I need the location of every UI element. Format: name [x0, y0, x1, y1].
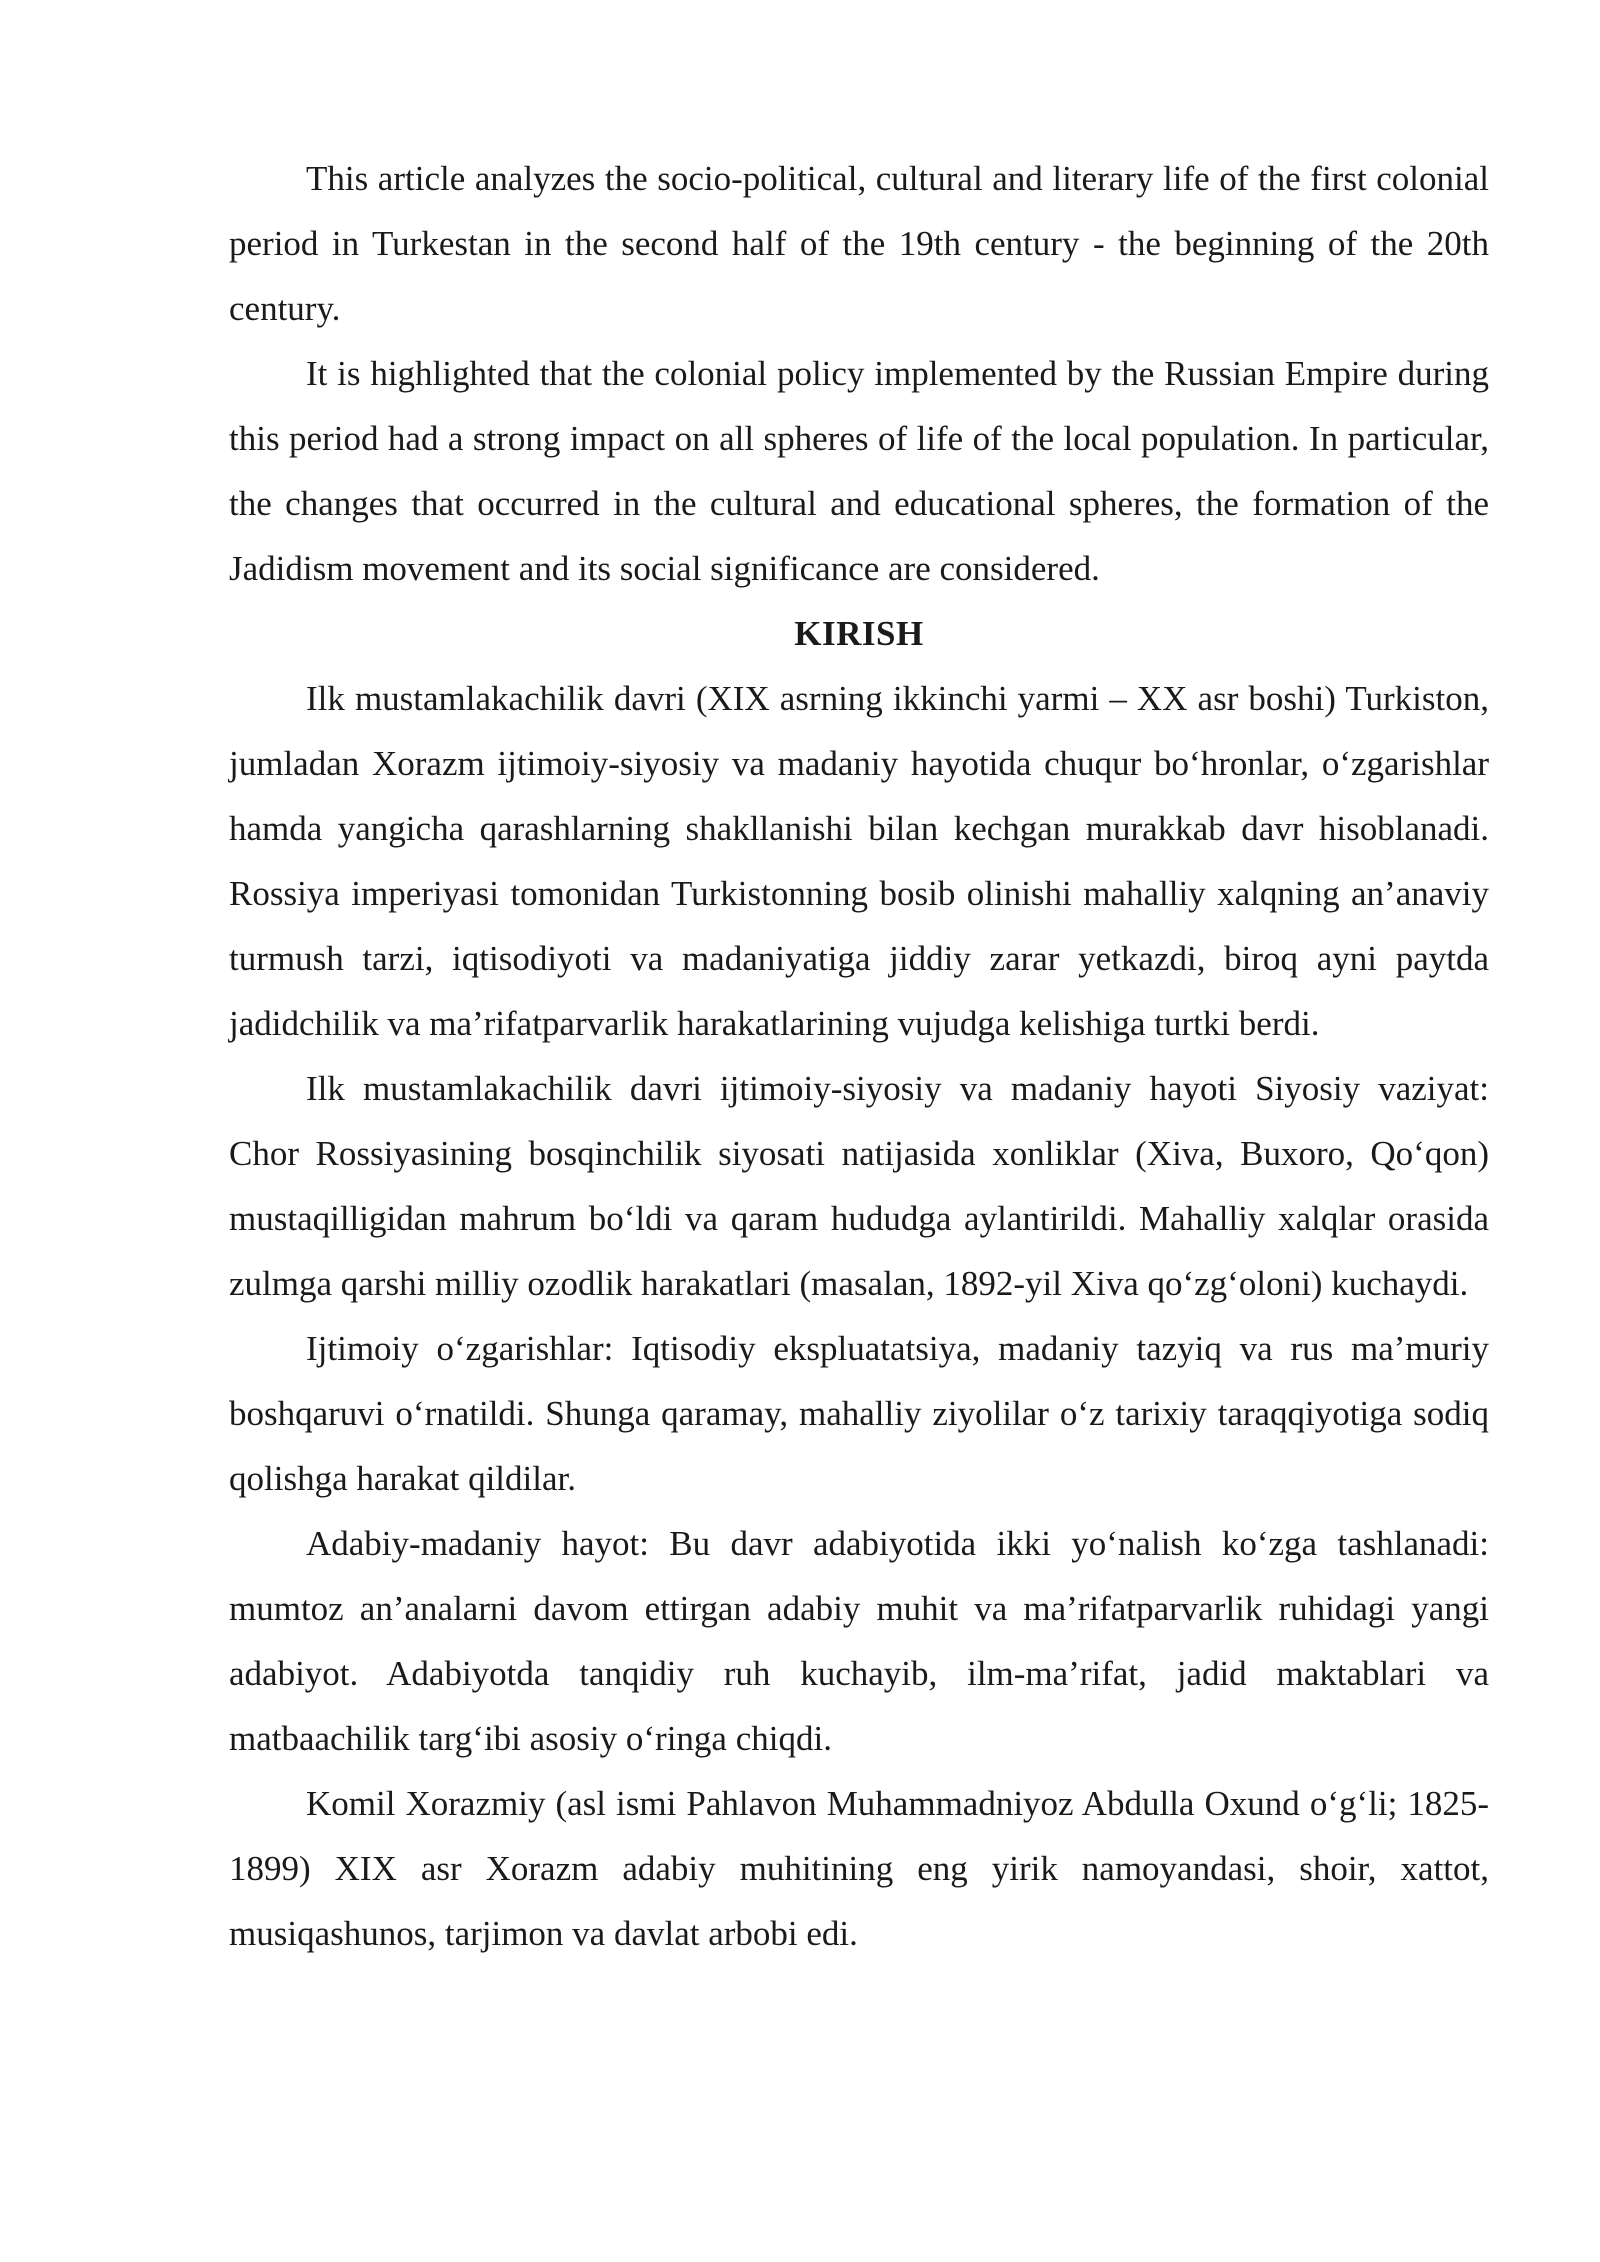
body-paragraph-3: Ijtimoiy o‘zgarishlar: Iqtisodiy ekspluatatsiya, madaniy tazyiq va rus ma’muriy boshqaruvi o‘rnatildi. Shunga qaramay, mahalliy ziyolilar o‘z tarixiy taraqqiyotiga sodiq qolishga harakat qildilar.	[229, 1329, 1489, 1498]
body-paragraph-2: Ilk mustamlakachilik davri ijtimoiy-siyosiy va madaniy hayoti Siyosiy vaziyat: Chor Rossiyasining bosqinchilik siyosati natijasida xonliklar (Xiva, Buxoro, Qo‘qon) mustaqilligidan mahrum bo‘ldi va qaram hududga aylantirildi. Mahalliy xalqlar orasida zulmga qarshi milliy ozodlik harakatlari (masalan, 1892-yil Xiva qo‘zg‘oloni) kuchaydi.	[229, 1069, 1489, 1303]
page-body	[229, 146, 1489, 1966]
abstract-paragraph-2: It is highlighted that the colonial policy implemented by the Russian Empire during this period had a strong impact on all spheres of life of the local population. In particular, the changes that occurred in the cultural and educational spheres, the formation of the Jadidism movement and its social significance are considered.	[229, 354, 1489, 588]
body-paragraph-5: Komil Xorazmiy (asl ismi Pahlavon Muhammadniyoz Abdulla Oxund o‘g‘li; 1825-1899) XIX asr Xorazm adabiy muhitining eng yirik namoyandasi, shoir, xattot, musiqashunos, tarjimon va davlat arbobi edi.	[229, 1784, 1489, 1953]
body-paragraph-4: Adabiy-madaniy hayot: Bu davr adabiyotida ikki yo‘nalish ko‘zga tashlanadi: mumtoz an’analarni davom ettirgan adabiy muhit va ma’rifatparvarlik ruhidagi yangi adabiyot. Adabiyotda tanqidiy ruh kuchayib, ilm-ma’rifat, jadid maktablari va matbaachilik targ‘ibi asosiy o‘ringa chiqdi.	[229, 1524, 1489, 1758]
section-heading: KIRISH	[794, 614, 924, 653]
abstract-paragraph-1: This article analyzes the socio-political, cultural and literary life of the first colonial period in Turkestan in the second half of the 19th century - the beginning of the 20th century.	[229, 159, 1489, 328]
body-paragraph-1: Ilk mustamlakachilik davri (XIX asrning ikkinchi yarmi – XX asr boshi) Turkiston, jumladan Xorazm ijtimoiy-siyosiy va madaniy hayotida chuqur bo‘hronlar, o‘zgarishlar hamda yangicha qarashlarning shakllanishi bilan kechgan murakkab davr hisoblanadi. Rossiya imperiyasi tomonidan Turkistonning bosib olinishi mahalliy xalqning an’anaviy turmush tarzi, iqtisodiyoti va madaniyatiga jiddiy zarar yetkazdi, biroq ayni paytda jadidchilik va ma’rifatparvarlik harakatlarining vujudga kelishiga turtki berdi.	[229, 679, 1489, 1043]
